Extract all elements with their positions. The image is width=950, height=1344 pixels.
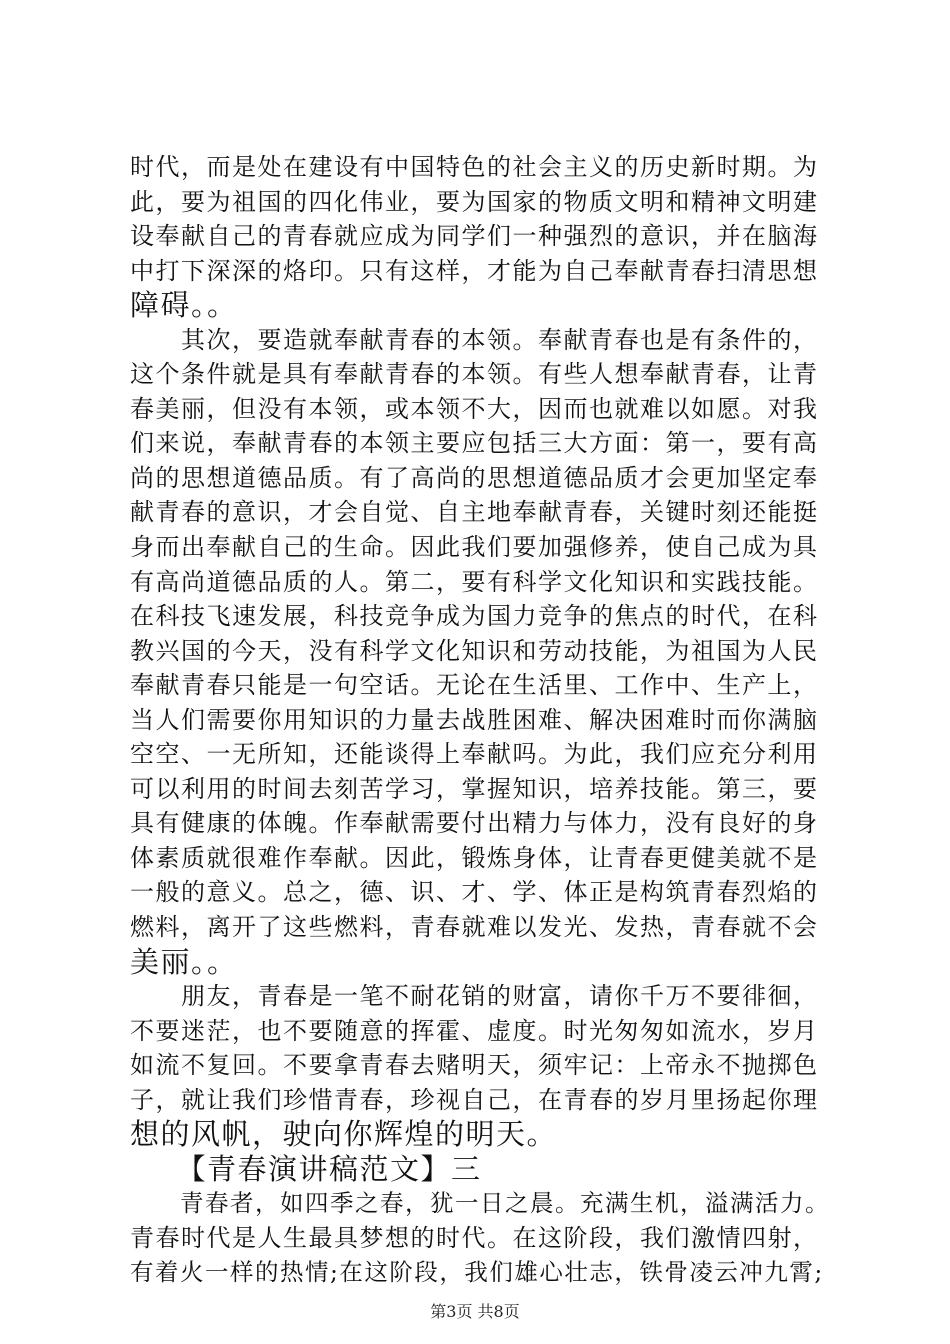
text-line: 青春者，如四季之春，犹一日之晨。充满生机，溢满活力。 <box>130 1189 830 1218</box>
text-line: 子，就让我们珍惜青春，珍视自己，在青春的岁月里扬起你理 <box>130 1085 819 1114</box>
text-line: 可以利用的时间去刻苦学习，掌握知识，培养技能。第三，要 <box>130 774 819 803</box>
text-line: 在科技飞速发展，科技竞争成为国力竞争的焦点的时代，在科 <box>130 602 819 631</box>
page-number: 第3页 共8页 <box>430 1302 520 1321</box>
text-line: 朋友，青春是一笔不耐花销的财富，请你千万不要徘徊， <box>130 982 819 1011</box>
text-line: 美丽。。 <box>130 944 238 979</box>
text-line: 燃料，离开了这些燃料，青春就难以发光、发热，青春就不会 <box>130 913 819 941</box>
text-line: 如流不复回。不要拿青春去赌明天，须牢记：上帝永不抛掷色 <box>130 1051 819 1080</box>
text-line: 献青春的意识，才会自觉、自主地奉献青春，关键时刻还能挺 <box>130 498 819 527</box>
text-line: 身而出奉献自己的生命。因此我们要加强修养，使自己成为具 <box>130 533 819 561</box>
section-heading: 【青春演讲稿范文】三 <box>130 1151 482 1186</box>
text-line: 此，要为祖国的四化伟业，要为国家的物质文明和精神文明建 <box>130 187 819 216</box>
text-line: 当人们需要你用知识的力量去战胜困难、解决困难时而你满脑 <box>130 705 819 734</box>
text-line: 一般的意义。总之，德、识、才、学、体正是构筑青春烈焰的 <box>130 878 819 907</box>
text-line: 其次，要造就奉献青春的本领。奉献青春也是有条件的， <box>130 325 819 354</box>
text-line: 障碍。。 <box>130 288 238 323</box>
text-line: 体素质就很难作奉献。因此，锻炼身体，让青春更健美就不是 <box>130 843 819 872</box>
text-line: 尚的思想道德品质。有了高尚的思想道德品质才会更加坚定奉 <box>130 463 819 492</box>
text-line: 有高尚道德品质的人。第二，要有科学文化知识和实践技能。 <box>130 567 819 596</box>
text-line: 设奉献自己的青春就应成为同学们一种强烈的意识，并在脑海 <box>130 222 819 251</box>
text-line: 时代，而是处在建设有中国特色的社会主义的历史新时期。为 <box>130 153 819 181</box>
text-line: 不要迷茫，也不要随意的挥霍、虚度。时光匆匆如流水，岁月 <box>130 1016 819 1045</box>
text-line: 中打下深深的烙印。只有这样，才能为自己奉献青春扫清思想 <box>130 256 819 285</box>
text-line: 青春时代是人生最具梦想的时代。在这阶段，我们激情四射， <box>130 1223 819 1252</box>
text-line: 春美丽，但没有本领，或本领不大，因而也就难以如愿。对我 <box>130 394 819 423</box>
text-line: 们来说，奉献青春的本领主要应包括三大方面：第一，要有高 <box>130 429 819 458</box>
text-line: 有着火一样的热情;在这阶段，我们雄心壮志，铁骨凌云冲九霄; <box>130 1258 824 1287</box>
text-line: 具有健康的体魄。作奉献需要付出精力与体力，没有良好的身 <box>130 809 819 838</box>
text-line: 想的风帆，驶向你辉煌的明天。 <box>130 1117 558 1152</box>
text-line: 教兴国的今天，没有科学文化知识和劳动技能，为祖国为人民 <box>130 636 819 665</box>
text-line: 这个条件就是具有奉献青春的本领。有些人想奉献青春，让青 <box>130 360 819 389</box>
text-line: 空空、一无所知，还能谈得上奉献吗。为此，我们应充分利用 <box>130 740 819 769</box>
text-line: 奉献青春只能是一句空话。无论在生活里、工作中、生产上， <box>130 671 819 700</box>
